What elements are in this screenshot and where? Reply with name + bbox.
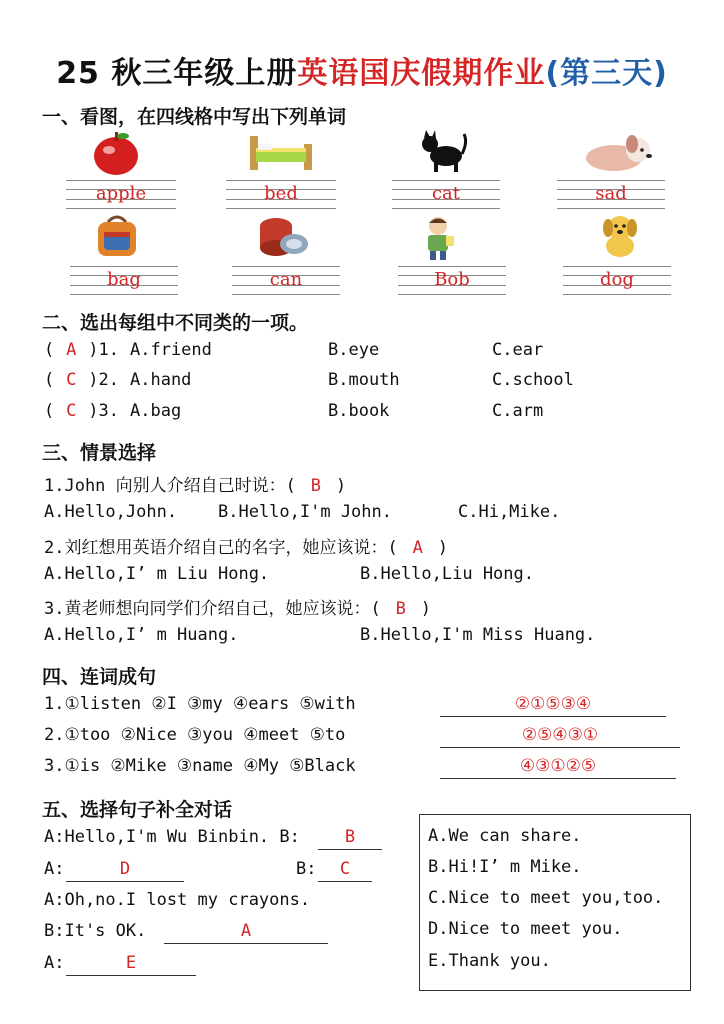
- bed-image: [246, 130, 316, 176]
- box-option-c: C.Nice to meet you,too.: [428, 888, 664, 908]
- answer-line-4-2: [440, 747, 680, 748]
- option-2-1-c: C.ear: [492, 340, 544, 360]
- title-part-grade: 25 秋三年级上册: [56, 56, 298, 91]
- answer-5-2: D: [119, 859, 131, 879]
- can-image: [254, 212, 310, 258]
- writing-grid-dog: [563, 266, 671, 296]
- section3-q1: 1.John 向别人介绍自己时说：( B ): [44, 476, 347, 496]
- writing-grid-cat: [392, 180, 500, 210]
- word-bed: bed: [264, 183, 298, 204]
- answer-line-4-3: [440, 778, 676, 779]
- answer-line-5-2: [66, 881, 184, 882]
- option-2-3-c: C.arm: [492, 401, 544, 421]
- writing-grid-bed: [226, 180, 336, 210]
- dialog-line-1: A:Hello,I'm Wu Binbin. B:: [44, 827, 300, 847]
- answer-5-5: E: [125, 953, 137, 973]
- page-title: [0, 48, 724, 92]
- bag-image: [92, 212, 142, 260]
- box-option-e: E.Thank you.: [428, 951, 551, 971]
- section2-item-1: ( A )1.: [44, 340, 119, 360]
- dialog-line-4: B:It's OK.: [44, 921, 147, 941]
- writing-grid-bag: [70, 266, 178, 296]
- option-3-1-c: C.Hi,Mike.: [458, 502, 561, 522]
- word-cat: cat: [431, 183, 461, 204]
- bob-image: [420, 214, 460, 262]
- section1-heading: 一、看图，在四线格中写出下列单词: [42, 106, 347, 128]
- writing-grid-sad: [557, 180, 665, 210]
- answer-5-3: C: [339, 859, 351, 879]
- answer-5-1: B: [344, 827, 356, 847]
- section3-heading: 三、情景选择: [42, 442, 157, 464]
- cat-image: [418, 128, 468, 174]
- answer-line-5-3: [318, 881, 372, 882]
- section5-heading: 五、选择句子补全对话: [42, 799, 233, 821]
- option-3-2-a: A.Hello,I’ m Liu Hong.: [44, 564, 270, 584]
- dialog-line-2b: B:: [296, 859, 317, 879]
- option-2-3-a: A.bag: [130, 401, 182, 421]
- writing-grid-can: [232, 266, 340, 296]
- answer-line-5-1: [318, 849, 382, 850]
- answer-line-5-4: [164, 943, 328, 944]
- word-dog: dog: [600, 269, 634, 290]
- answer-3-2: A: [412, 538, 423, 558]
- option-2-1-a: A.friend: [130, 340, 212, 360]
- word-apple: apple: [95, 183, 147, 204]
- title-part-day: (第三天): [545, 56, 668, 91]
- answer-line-5-5: [66, 975, 196, 976]
- section4-item-1-words: 1.①listen ②I ③my ④ears ⑤with: [44, 694, 356, 714]
- option-2-2-a: A.hand: [130, 370, 192, 390]
- answer-4-3: ④③①②⑤: [519, 756, 597, 776]
- option-3-1-b: B.Hello,I'm John.: [218, 502, 392, 522]
- option-3-3-a: A.Hello,I’ m Huang.: [44, 625, 239, 645]
- writing-grid-apple: [66, 180, 176, 210]
- answer-4-2: ②⑤④③①: [521, 725, 599, 745]
- option-2-2-c: C.school: [492, 370, 574, 390]
- section4-heading: 四、连词成句: [42, 666, 157, 688]
- box-option-a: A.We can share.: [428, 826, 582, 846]
- title-part-homework: 英语国庆假期作业: [297, 56, 546, 91]
- answer-3-3: B: [395, 599, 406, 619]
- section2-item-2: ( C )2.: [44, 370, 119, 390]
- answer-5-4: A: [240, 921, 252, 941]
- dialog-line-3: A:Oh,no.I lost my crayons.: [44, 890, 311, 910]
- word-bag: bag: [107, 269, 141, 290]
- box-option-b: B.Hi!I’ m Mike.: [428, 857, 582, 877]
- dog-image: [596, 212, 646, 260]
- answer-4-1: ②①⑤③④: [514, 694, 592, 714]
- section4-item-2-words: 2.①too ②Nice ③you ④meet ⑤to: [44, 725, 346, 745]
- option-3-1-a: A.Hello,John.: [44, 502, 178, 522]
- option-2-3-b: B.book: [328, 401, 390, 421]
- apple-image: [90, 130, 142, 176]
- option-2-2-b: B.mouth: [328, 370, 400, 390]
- word-bob: Bob: [434, 269, 470, 290]
- option-3-2-b: B.Hello,Liu Hong.: [360, 564, 534, 584]
- word-can: can: [269, 269, 303, 290]
- dialog-line-5: A:: [44, 953, 65, 973]
- section3-q2: 2.刘红想用英语介绍自己的名字，她应该说：( A ): [44, 538, 448, 558]
- section4-item-3-words: 3.①is ②Mike ③name ④My ⑤Black: [44, 756, 356, 776]
- option-2-1-b: B.eye: [328, 340, 380, 360]
- box-option-d: D.Nice to meet you.: [428, 919, 623, 939]
- answer-3-1: B: [310, 476, 322, 496]
- dialog-line-2a: A:: [44, 859, 65, 879]
- word-sad: sad: [595, 183, 627, 204]
- answer-2-3: C: [66, 401, 77, 421]
- section2-item-3: ( C )3.: [44, 401, 119, 421]
- option-3-3-b: B.Hello,I'm Miss Huang.: [360, 625, 596, 645]
- sad-dog-image: [582, 130, 656, 174]
- section3-q3: 3.黄老师想向同学们介绍自己，她应该说：( B ): [44, 599, 431, 619]
- writing-grid-bob: [398, 266, 506, 296]
- answer-line-4-1: [440, 716, 666, 717]
- answer-2-2: C: [66, 370, 77, 390]
- section2-heading: 二、选出每组中不同类的一项。: [42, 312, 309, 334]
- answer-2-1: A: [66, 340, 77, 360]
